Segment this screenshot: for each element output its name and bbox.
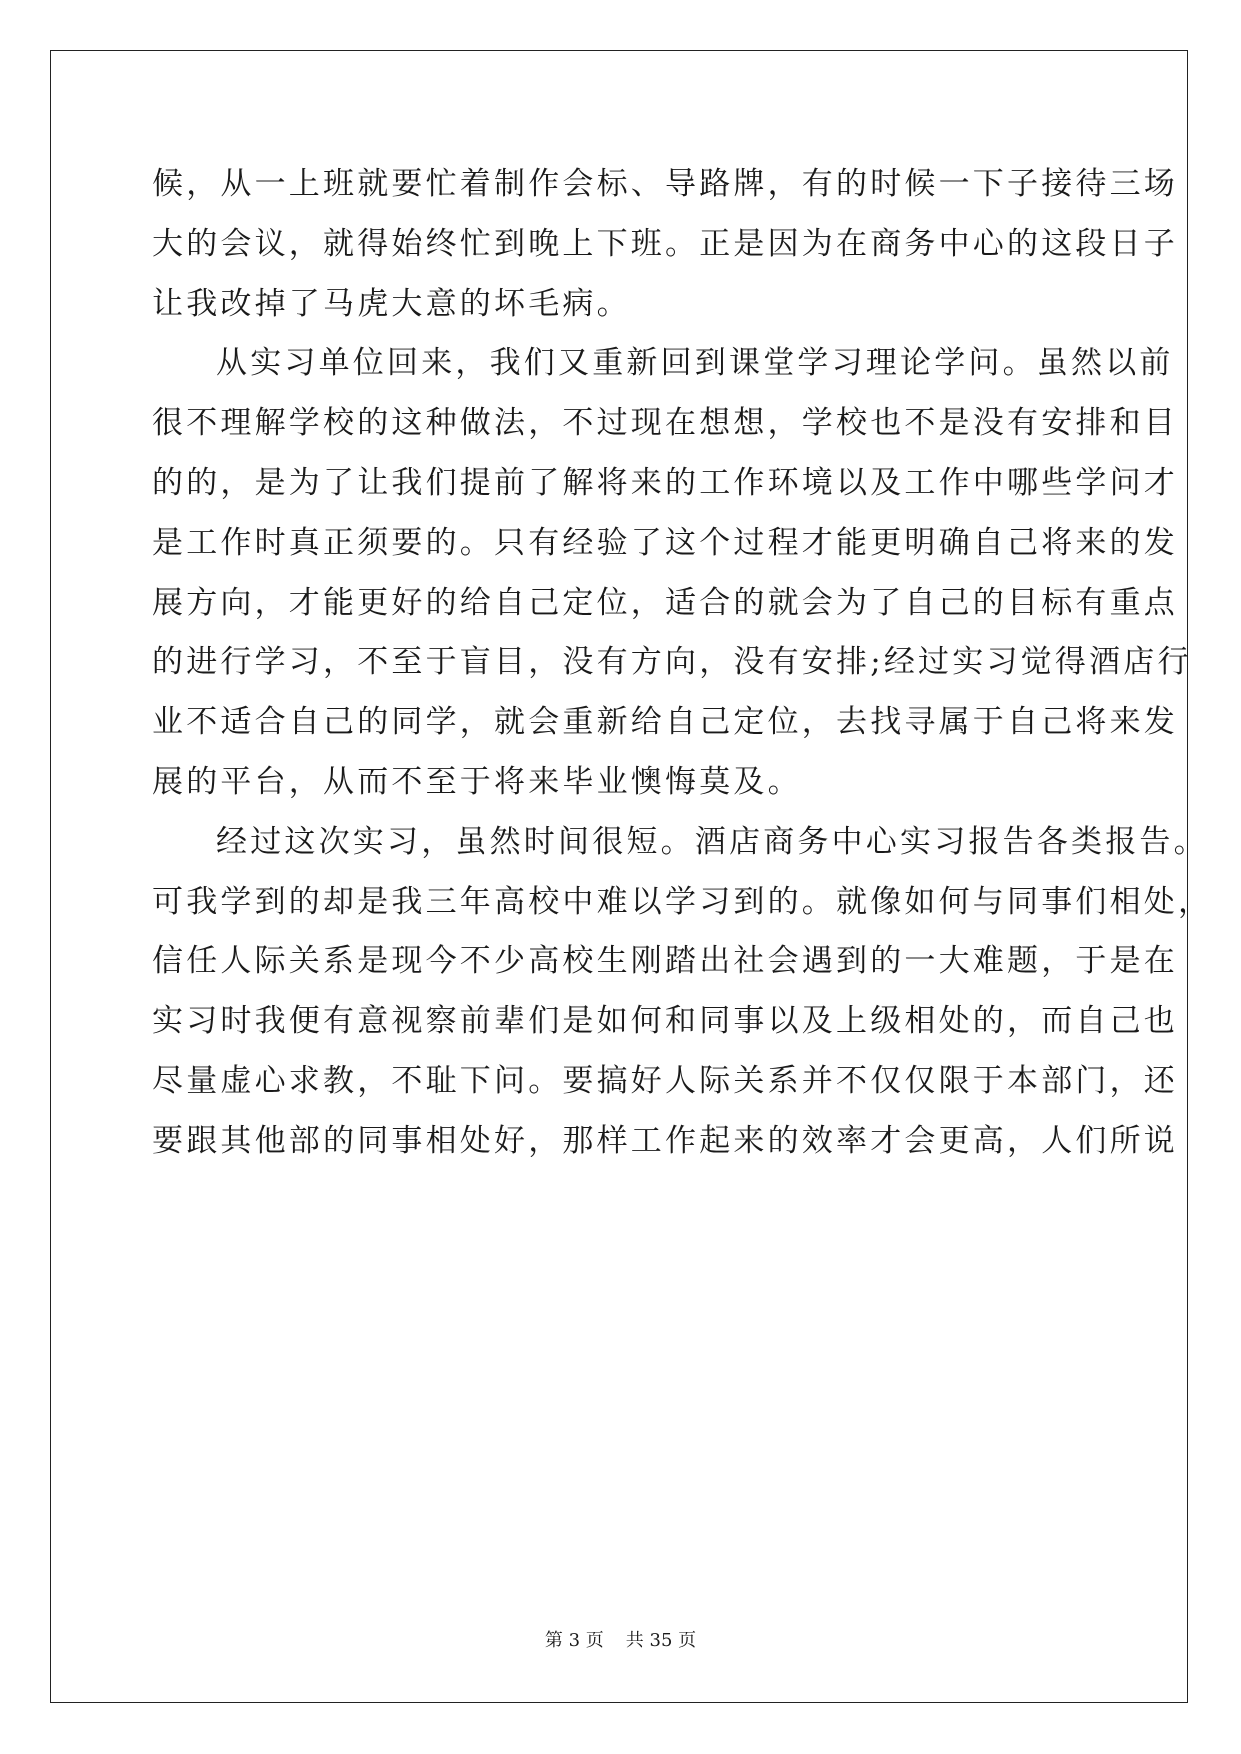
text-line: 大的会议，就得始终忙到晚上下班。正是因为在商务中心的这段日子	[152, 225, 1178, 262]
text-line: 业不适合自己的同学，就会重新给自己定位，去找寻属于自己将来发	[152, 704, 1178, 741]
text-line: 可我学到的却是我三年高校中难以学习到的。就像如何与同事们相处，	[152, 883, 1213, 920]
paragraph-first-line: 经过这次实习，虽然时间很短。酒店商务中心实习报告各类报告。	[216, 823, 1208, 860]
text-line: 让我改掉了马虎大意的坏毛病。	[152, 285, 631, 322]
document-body	[152, 155, 1213, 1172]
text-line: 的的，是为了让我们提前了解将来的工作环境以及工作中哪些学问才	[152, 464, 1178, 501]
page-footer	[0, 1626, 1241, 1652]
text-line: 要跟其他部的同事相处好，那样工作起来的效率才会更高，人们所说	[152, 1122, 1178, 1159]
text-line: 候，从一上班就要忙着制作会标、导路牌，有的时候一下子接待三场	[152, 166, 1178, 202]
text-line: 展的平台，从而不至于将来毕业懊悔莫及。	[152, 763, 802, 800]
text-line: 尽量虚心求教，不耻下问。要搞好人际关系并不仅仅限于本部门，还	[152, 1062, 1178, 1099]
page-number-current: 第 3 页	[544, 1630, 604, 1651]
paragraph-first-line: 从实习单位回来，我们又重新回到课堂学习理论学问。虽然以前	[216, 345, 1174, 382]
text-line: 展方向，才能更好的给自己定位，适合的就会为了自己的目标有重点	[152, 584, 1178, 621]
text-line: 实习时我便有意视察前辈们是如何和同事以及上级相处的，而自己也	[152, 1003, 1178, 1040]
text-line: 很不理解学校的这种做法，不过现在想想，学校也不是没有安排和目	[152, 405, 1178, 442]
text-line: 信任人际关系是现今不少高校生刚踏出社会遇到的一大难题，于是在	[152, 943, 1178, 980]
text-line: 的进行学习，不至于盲目，没有方向，没有安排;经过实习觉得酒店行	[152, 644, 1192, 681]
page-number-total: 共 35 页	[625, 1630, 697, 1651]
text-line: 是工作时真正须要的。只有经验了这个过程才能更明确自己将来的发	[152, 524, 1178, 561]
